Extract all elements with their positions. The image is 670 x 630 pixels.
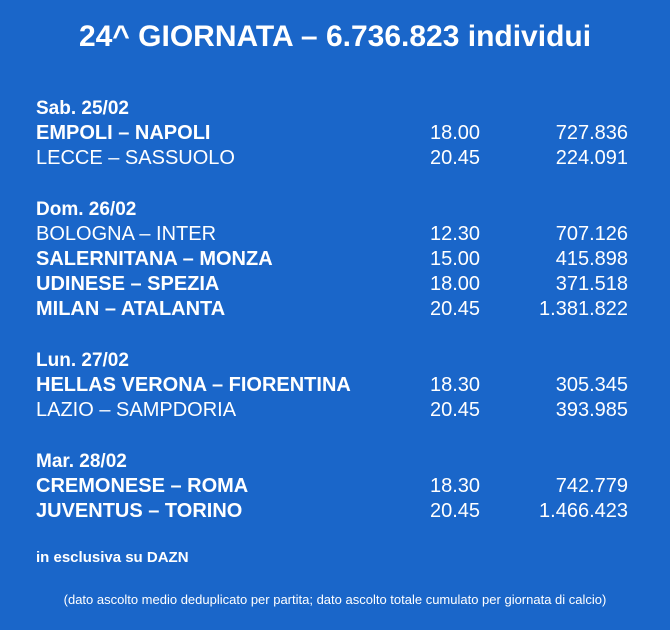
match-name: CREMONESE – ROMA: [36, 475, 249, 497]
match-name: UDINESE – SPEZIA: [36, 273, 220, 295]
match-time: 18.00: [430, 273, 481, 295]
match-time: 18.30: [430, 475, 481, 497]
day-label: Lun. 27/02: [36, 350, 129, 371]
match-audience: 371.518: [555, 273, 628, 295]
match-audience: 707.126: [555, 223, 628, 245]
match-audience: 224.091: [555, 147, 628, 169]
day-section-3: [36, 348, 636, 423]
match-time: 18.30: [430, 374, 481, 396]
match-row: [36, 373, 636, 398]
match-name: JUVENTUS – TORINO: [36, 500, 243, 522]
match-time: 12.30: [430, 223, 481, 245]
match-name: MILAN – ATALANTA: [36, 298, 226, 320]
match-row: [36, 222, 636, 247]
match-time: 20.45: [430, 147, 481, 169]
day-section-4: [36, 449, 636, 524]
page-title: 24^ GIORNATA – 6.736.823 individui: [78, 20, 592, 53]
match-row: [36, 272, 636, 297]
footnote: (dato ascolto medio deduplicato per partita; dato ascolto totale cumulato per giornata di calcio): [63, 592, 607, 607]
match-audience: 727.836: [555, 122, 628, 144]
match-audience: 415.898: [555, 248, 628, 270]
match-name: BOLOGNA – INTER: [36, 223, 217, 245]
dazn-exclusive-note: in esclusiva su DAZN: [36, 549, 189, 566]
match-row: [36, 398, 636, 423]
match-row: [36, 297, 636, 322]
match-name: SALERNITANA – MONZA: [36, 248, 273, 270]
match-audience: 305.345: [555, 374, 628, 396]
day-section-1: [36, 96, 636, 171]
match-name: LECCE – SASSUOLO: [36, 147, 235, 169]
match-name: EMPOLI – NAPOLI: [36, 122, 211, 144]
match-time: 18.00: [430, 122, 481, 144]
match-time: 20.45: [430, 298, 481, 320]
match-row: [36, 146, 636, 171]
match-row: [36, 247, 636, 272]
match-audience: 1.381.822: [539, 298, 628, 320]
match-time: 20.45: [430, 500, 481, 522]
day-label: Sab. 25/02: [36, 98, 129, 119]
match-row: [36, 474, 636, 499]
match-time: 20.45: [430, 399, 481, 421]
day-label: Dom. 26/02: [36, 199, 137, 220]
day-label: Mar. 28/02: [36, 451, 127, 472]
match-name: HELLAS VERONA – FIORENTINA: [36, 374, 351, 396]
match-row: [36, 499, 636, 524]
match-row: [36, 121, 636, 146]
match-name: LAZIO – SAMPDORIA: [36, 399, 237, 421]
match-audience: 393.985: [555, 399, 628, 421]
day-section-2: [36, 197, 636, 322]
match-audience: 1.466.423: [539, 500, 628, 522]
match-time: 15.00: [430, 248, 481, 270]
match-audience: 742.779: [555, 475, 628, 497]
